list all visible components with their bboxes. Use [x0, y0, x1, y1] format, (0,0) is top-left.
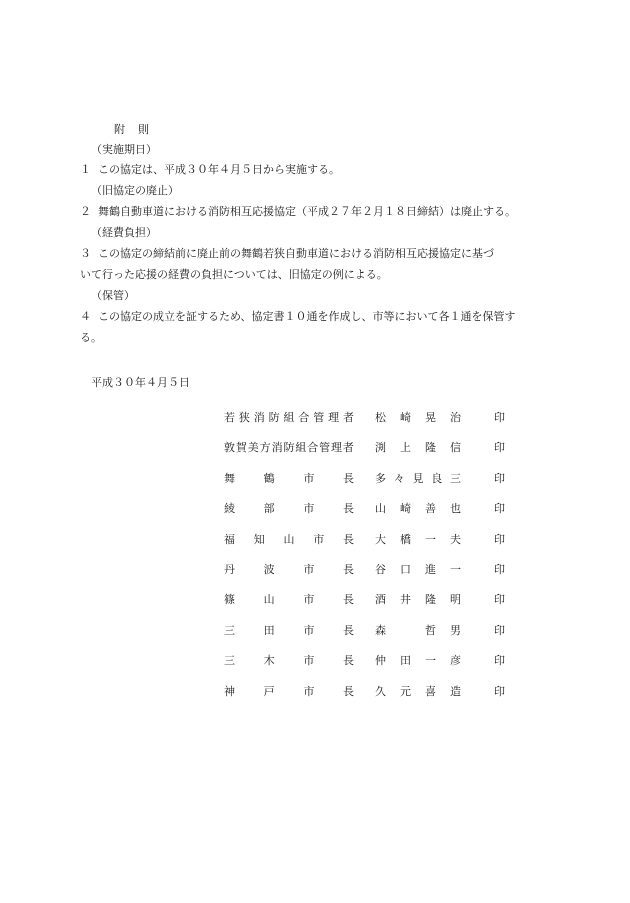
clause-number: １: [80, 163, 91, 176]
seal-mark: 印: [494, 684, 505, 698]
signatory-name: 酒 井 隆 明: [375, 593, 461, 607]
signatory-title: 舞 鶴 市 長: [224, 471, 354, 485]
signatory-title: 三 田 市 長: [224, 623, 354, 637]
signatory-title: 敦 賀 美 方 消 防 組 合 管 理 者: [224, 441, 354, 455]
signatory-row: [224, 685, 514, 715]
clause-4-continued: る。: [80, 331, 102, 344]
seal-mark: 印: [494, 623, 505, 637]
seal-mark: 印: [494, 562, 505, 576]
signatory-title: 綾 部 市 長: [224, 502, 354, 516]
signatory-row: [224, 593, 514, 623]
signatory-row: [224, 502, 514, 532]
signatory-row: [224, 472, 514, 502]
signatory-row: [224, 654, 514, 684]
seal-mark: 印: [494, 471, 505, 485]
signatory-name: 渕 上 隆 信: [375, 441, 461, 455]
signatory-name: 松 崎 晃 治: [375, 411, 461, 424]
signatory-row: [224, 411, 514, 441]
signatory-name: 仲 田 一 彦: [375, 654, 461, 668]
signatory-name: 山 崎 善 也: [375, 502, 461, 516]
signatory-row: [224, 624, 514, 654]
signatory-row: [224, 441, 514, 471]
section-heading-abolition: （旧協定の廃止）: [91, 184, 179, 197]
seal-mark: 印: [494, 532, 505, 546]
seal-mark: 印: [494, 441, 505, 455]
signatory-title: 神 戸 市 長: [224, 684, 354, 698]
seal-mark: 印: [494, 502, 505, 516]
clause-text: この協定の締結前に廃止前の舞鶴若狭自動車道における消防相互応援協定に基づ: [98, 247, 494, 260]
signatory-name: 大 橋 一 夫: [375, 532, 461, 546]
signatory-title: 丹 波 市 長: [224, 562, 354, 576]
clause-1: [80, 163, 340, 177]
signatory-title: 福 知 山 市 長: [224, 532, 354, 546]
signatory-list: [224, 411, 514, 715]
supplementary-provisions-title: 附 則: [114, 123, 150, 136]
clause-text: この協定は、平成３０年４月５日から実施する。: [98, 163, 340, 176]
clause-2: [80, 205, 516, 219]
seal-mark: 印: [494, 411, 505, 424]
signatory-row: [224, 533, 514, 563]
signatory-title: 若 狭 消 防 組 合 管 理 者: [224, 411, 354, 424]
signatory-name: 谷 口 進 一: [375, 562, 461, 576]
section-heading-custody: （保管）: [91, 289, 135, 302]
section-heading-expenses: （経費負担）: [91, 226, 157, 239]
clause-3: [80, 247, 494, 261]
signatory-name: 多 々 見 良 三: [375, 471, 461, 485]
agreement-date: 平成３０年４月５日: [91, 376, 190, 389]
clause-3-continued: いて行った応援の経費の負担については、旧協定の例による。: [80, 268, 388, 281]
section-heading-effective-date: （実施期日）: [91, 143, 157, 156]
clause-number: ３: [80, 247, 91, 260]
seal-mark: 印: [494, 654, 505, 668]
seal-mark: 印: [494, 593, 505, 607]
signatory-name: 森 哲 男: [375, 623, 461, 637]
clause-number: ４: [80, 310, 91, 323]
signatory-title: 篠 山 市 長: [224, 593, 354, 607]
signatory-name: 久 元 喜 造: [375, 684, 461, 698]
clause-text: 舞鶴自動車道における消防相互応援協定（平成２７年２月１８日締結）は廃止する。: [98, 205, 516, 218]
clause-number: ２: [80, 205, 91, 218]
signatory-row: [224, 563, 514, 593]
signatory-title: 三 木 市 長: [224, 654, 354, 668]
clause-text: この協定の成立を証するため、協定書１０通を作成し、市等において各１通を保管す: [98, 310, 516, 323]
clause-4: [80, 310, 516, 324]
